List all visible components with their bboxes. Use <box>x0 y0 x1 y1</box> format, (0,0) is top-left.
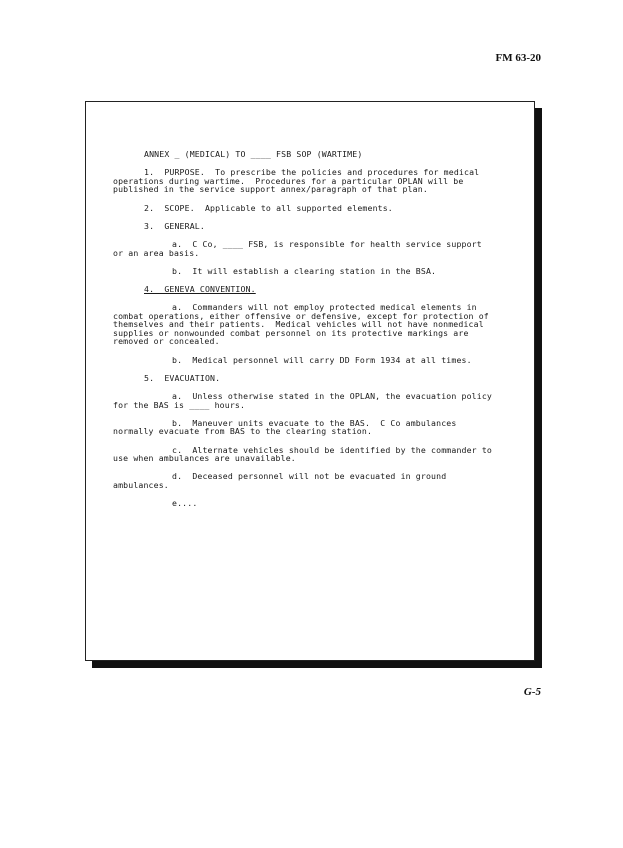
purpose-text: To prescribe the policies and procedures for medical operations during wartime. Procedures for a particular OPLAN will be published in the service support annex/paragraph of that plan. <box>113 167 480 195</box>
general-para-b: b. It will establish a clearing station in the BSA. <box>172 265 437 276</box>
general-heading: 3. GENERAL. <box>144 220 205 231</box>
geneva-para-a: a. Commanders will not employ protected medical elements in combat operations, either offensive or defensive, except for protection of themselves and their patients. Medical vehicles will not have nonmedical supplies or nonwounded combat personnel on its protective markings are removed or concealed. <box>113 302 489 347</box>
evacuation-para-e: e.... <box>172 498 198 509</box>
evacuation-para-b: b. Maneuver units evacuate to the BAS. C Co ambulances normally evacuate from BAS to the clearing station. <box>113 417 457 437</box>
section-scope <box>113 204 518 213</box>
scope-text: Applicable to all supported elements. <box>194 202 393 213</box>
section-purpose <box>113 168 518 194</box>
document-body <box>113 150 518 517</box>
annex-title: ANNEX _ (MEDICAL) TO ____ FSB SOP (WARTIME) <box>144 149 363 159</box>
page-number-footer: G-5 <box>523 686 541 698</box>
sop-page <box>85 101 535 661</box>
purpose-heading: 1. PURPOSE. <box>144 167 205 178</box>
geneva-heading: 4. GENEVA CONVENTION. <box>144 283 256 294</box>
evacuation-para-c: c. Alternate vehicles should be identified by the commander to use when ambulances are unavailable. <box>113 444 492 464</box>
evacuation-heading: 5. EVACUATION. <box>144 372 221 383</box>
geneva-para-b: b. Medical personnel will carry DD Form 1934 at all times. <box>172 354 472 365</box>
general-para-a: a. C Co, ____ FSB, is responsible for health service support or an area basis. <box>113 238 482 258</box>
evacuation-para-d: d. Deceased personnel will not be evacuated in ground ambulances. <box>113 471 447 490</box>
document-code-header: FM 63-20 <box>495 52 541 64</box>
evacuation-para-a: a. Unless otherwise stated in the OPLAN, the evacuation policy for the BAS is ____ hours. <box>113 391 492 410</box>
scope-heading: 2. SCOPE. <box>144 202 195 213</box>
